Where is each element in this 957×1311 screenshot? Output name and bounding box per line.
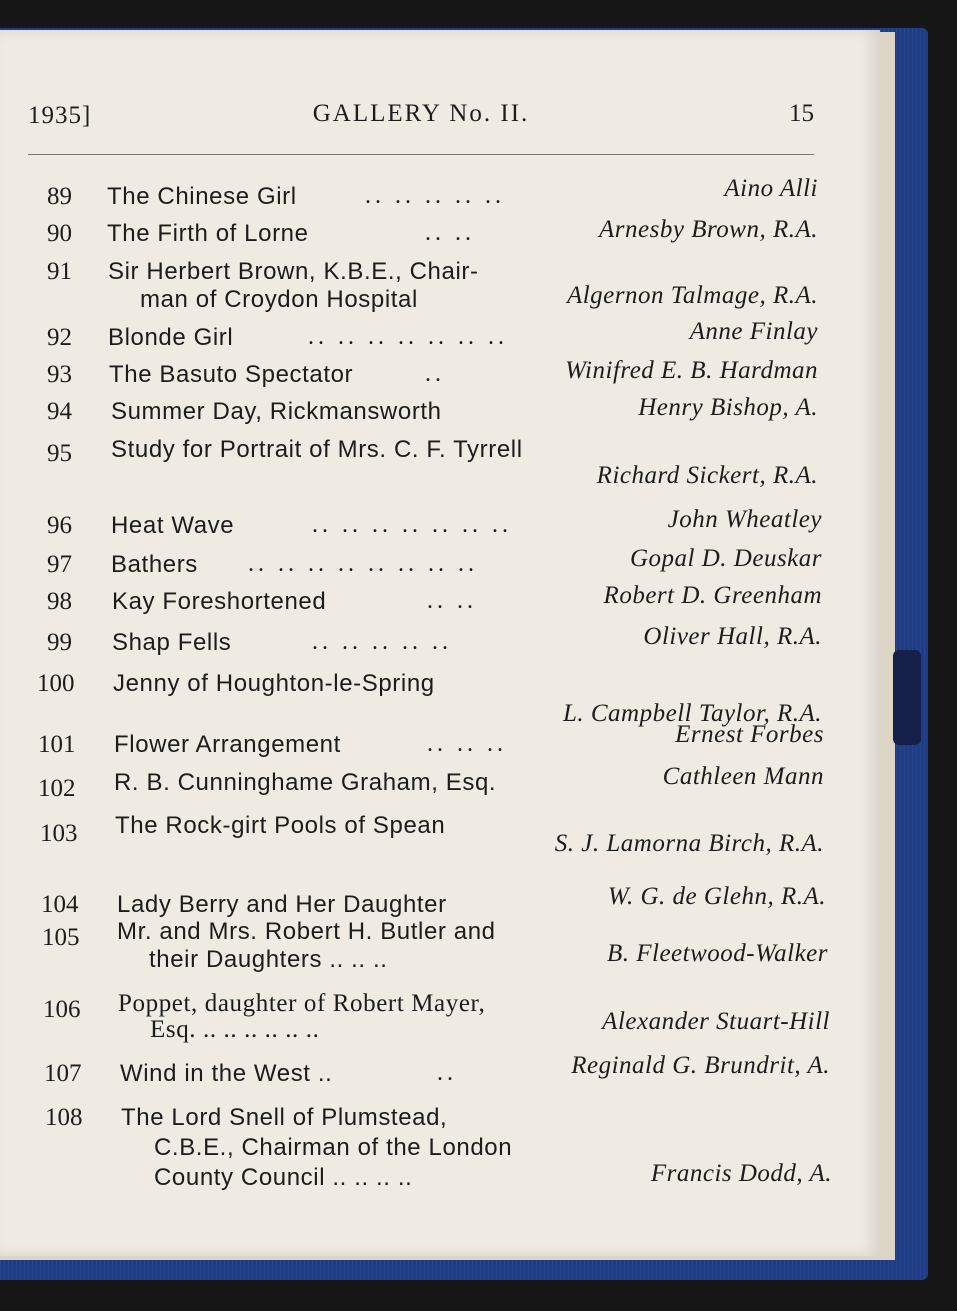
- entry-number: 89: [47, 183, 72, 210]
- entry-number: 104: [41, 891, 79, 918]
- entry-title: Jenny of Houghton-le-Spring: [113, 670, 435, 697]
- entry-number: 107: [44, 1060, 82, 1087]
- leader-dots: .. .. ..: [427, 731, 507, 757]
- entry-title: Flower Arrangement: [114, 731, 341, 758]
- entry-number: 99: [47, 629, 72, 656]
- entry-artist: Alexander Stuart-Hill: [602, 1008, 830, 1035]
- entry-artist: Arnesby Brown, R.A.: [599, 216, 818, 243]
- page-number: 15: [789, 100, 814, 127]
- leader-dots: .. .. .. .. .. .. ..: [308, 324, 508, 350]
- entry-title: The Lord Snell of Plumstead,: [121, 1104, 448, 1131]
- entry-number: 95: [47, 440, 72, 467]
- entry-number: 92: [47, 324, 72, 351]
- entry-number: 102: [38, 775, 76, 802]
- entry-title: Study for Portrait of Mrs. C. F. Tyrrell: [111, 436, 523, 463]
- leader-dots: ..: [437, 1060, 457, 1086]
- entry-title: Heat Wave: [111, 512, 235, 539]
- entry-title: Kay Foreshortened: [112, 588, 327, 615]
- entry-title-cont: man of Croydon Hospital: [140, 286, 418, 313]
- entry-title: Bathers: [111, 551, 198, 578]
- leader-dots: .. .. .. .. .. .. ..: [312, 512, 512, 538]
- catalogue-page: [0, 30, 880, 1256]
- entry-artist: Cathleen Mann: [662, 763, 824, 790]
- entry-title-cont: C.B.E., Chairman of the London: [154, 1134, 513, 1161]
- page-header: [28, 96, 814, 155]
- entry-title: Poppet, daughter of Robert Mayer,: [118, 990, 486, 1017]
- leader-dots: .. .. .. .. ..: [365, 183, 505, 209]
- entry-artist: Ernest Forbes: [675, 721, 824, 748]
- entry-artist: Gopal D. Deuskar: [629, 545, 822, 572]
- entry-title: Blonde Girl: [108, 324, 234, 351]
- entry-artist: Reginald G. Brundrit, A.: [571, 1052, 830, 1079]
- entry-number: 108: [45, 1104, 83, 1131]
- entry-artist: Henry Bishop, A.: [638, 394, 818, 421]
- bookmark-ribbon: [893, 650, 921, 745]
- entry-title: Summer Day, Rickmansworth: [111, 398, 442, 425]
- entry-title: Sir Herbert Brown, K.B.E., Chair-: [108, 258, 479, 285]
- entry-number: 105: [42, 924, 80, 951]
- entry-title: R. B. Cunninghame Graham, Esq.: [114, 769, 497, 796]
- entry-title-cont: their Daughters .. .. ..: [149, 946, 388, 973]
- entry-number: 91: [47, 258, 72, 285]
- entry-title-cont: Esq. .. .. .. .. .. ..: [150, 1016, 320, 1043]
- entry-artist: Robert D. Greenham: [603, 582, 822, 609]
- entry-title: Shap Fells: [112, 629, 232, 656]
- entry-number: 100: [37, 670, 75, 697]
- entry-artist: W. G. de Glehn, R.A.: [607, 883, 826, 910]
- entry-artist: L. Campbell Taylor, R.A.: [562, 700, 822, 727]
- entry-artist: Anne Finlay: [689, 318, 818, 345]
- entry-artist: Algernon Talmage, R.A.: [566, 282, 818, 309]
- entry-title: Lady Berry and Her Daughter: [117, 891, 447, 918]
- entry-number: 94: [47, 398, 72, 425]
- entry-title: The Firth of Lorne: [107, 220, 309, 247]
- entry-artist: B. Fleetwood-Walker: [606, 940, 828, 967]
- leader-dots: .. .. .. .. .. .. .. ..: [248, 551, 478, 577]
- leader-dots: .. .. .. .. ..: [312, 629, 452, 655]
- entry-artist: S. J. Lamorna Birch, R.A.: [554, 830, 824, 857]
- entry-title-cont: County Council .. .. .. ..: [154, 1164, 413, 1191]
- entry-number: 106: [43, 996, 81, 1023]
- entry-artist: Francis Dodd, A.: [650, 1160, 832, 1187]
- entry-artist: Oliver Hall, R.A.: [643, 623, 822, 650]
- leader-dots: .. ..: [427, 588, 477, 614]
- entry-number: 97: [47, 551, 72, 578]
- entry-title: Mr. and Mrs. Robert H. Butler and: [117, 918, 496, 945]
- entry-number: 96: [47, 512, 72, 539]
- entry-number: 93: [47, 361, 72, 388]
- entry-artist: John Wheatley: [667, 506, 822, 533]
- entry-artist: Winifred E. B. Hardman: [565, 357, 818, 384]
- entry-number: 98: [47, 588, 72, 615]
- entry-title: The Basuto Spectator: [109, 361, 354, 388]
- header-title: GALLERY No. II.: [312, 100, 530, 127]
- entry-number: 90: [47, 220, 72, 247]
- entry-number: 101: [38, 731, 76, 758]
- header-year: 1935]: [28, 102, 92, 129]
- entry-artist: Aino Alli: [724, 175, 818, 202]
- leader-dots: ..: [425, 361, 445, 387]
- entry-number: 103: [40, 820, 78, 847]
- entry-title: The Rock-girt Pools of Spean: [115, 812, 446, 839]
- leader-dots: .. ..: [425, 220, 475, 246]
- entry-title: The Chinese Girl: [107, 183, 297, 210]
- entry-artist: Richard Sickert, R.A.: [596, 462, 818, 489]
- entry-title: Wind in the West ..: [120, 1060, 333, 1087]
